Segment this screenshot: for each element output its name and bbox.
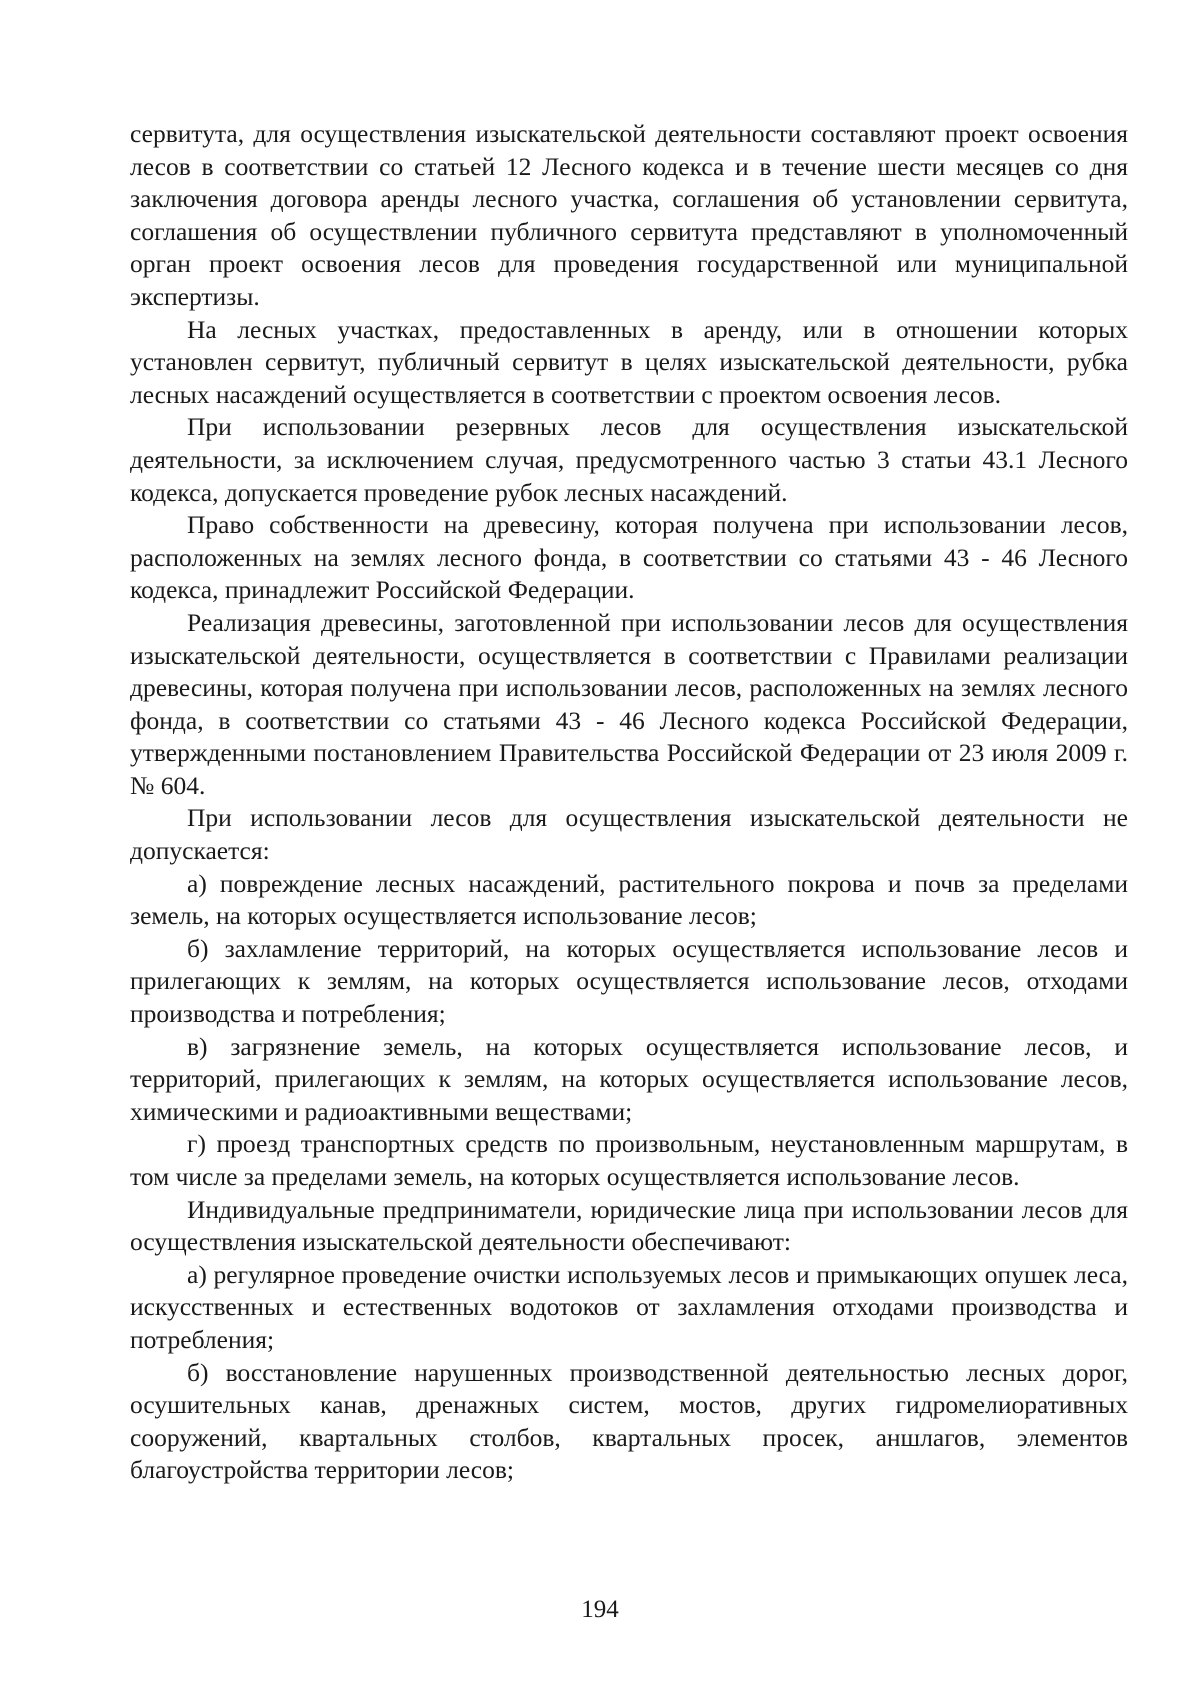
list-item-prohibition-v: в) загрязнение земель, на которых осуществляется использование лесов, и территорий, прилегающих к землям, на которых осуществляется использование лесов, химическими и радиоактивными веществами; (130, 1031, 1128, 1126)
paragraph-wood-sale: Реализация древесины, заготовленной при использовании лесов для осуществления изыскательской деятельности, осуществляется в соответствии с Правилами реализации древесины, которая получена при использовании лесов, расположенных на землях лесного фонда, в соответствии со статьями 43 - 46 Лесного кодекса Российской Федерации, утвержденными постановлением Правительства Российской Федерации от 23 июля 2009 г. № 604. (130, 607, 1128, 800)
document-body (130, 118, 1128, 1487)
list-item-prohibition-a: а) повреждение лесных насаждений, растительного покрова и почв за пределами земель, на которых осуществляется использование лесов; (130, 868, 1128, 931)
paragraph-continuation: сервитута, для осуществления изыскательской деятельности составляют проект освоения лесов в соответствии со статьей 12 Лесного кодекса и в течение шести месяцев со дня заключения договора аренды лесного участка, соглашения об установлении сервитута, соглашения об осуществлении публичного сервитута представляют в уполномоченный орган проект освоения лесов для проведения государственной или муниципальной экспертизы. (130, 119, 1128, 311)
paragraph-prohibitions-intro: При использовании лесов для осуществления изыскательской деятельности не допускается: (130, 803, 1128, 866)
list-item-prohibition-g: г) проезд транспортных средств по произвольным, неустановленным маршрутам, в том числе за пределами земель, на которых осуществляется использование лесов. (130, 1129, 1128, 1191)
paragraph-lease-plots: На лесных участках, предоставленных в аренду, или в отношении которых установлен сервитут, публичный сервитут в целях изыскательской деятельности, рубка лесных насаждений осуществляется в соответствии с проектом освоения лесов. (130, 314, 1128, 409)
list-item-obligation-a: а) регулярное проведение очистки используемых лесов и примыкающих опушек леса, искусственных и естественных водотоков от захламления отходами производства и потребления; (130, 1259, 1128, 1354)
page-number: 194 (581, 1596, 619, 1623)
paragraph-obligations-intro: Индивидуальные предприниматели, юридические лица при использовании лесов для осуществления изыскательской деятельности обеспечивают: (130, 1194, 1128, 1257)
list-item-prohibition-b: б) захламление территорий, на которых осуществляется использование лесов и прилегающих к землям, на которых осуществляется использование лесов, отходами производства и потребления; (130, 933, 1128, 1029)
paragraph-wood-ownership: Право собственности на древесину, которая получена при использовании лесов, расположенных на землях лесного фонда, в соответствии со статьями 43 - 46 Лесного кодекса, принадлежит Российской Федерации. (130, 510, 1128, 605)
paragraph-reserve-forests: При использовании резервных лесов для осуществления изыскательской деятельности, за исключением случая, предусмотренного частью 3 статьи 43.1 Лесного кодекса, допускается проведение рубок лесных насаждений. (130, 412, 1128, 507)
list-item-obligation-b: б) восстановление нарушенных производственной деятельностью лесных дорог, осушительных канав, дренажных систем, мостов, других гидромелиоративных сооружений, квартальных столбов, квартальных просек, аншлагов, элементов благоустройства территории лесов; (130, 1357, 1128, 1485)
